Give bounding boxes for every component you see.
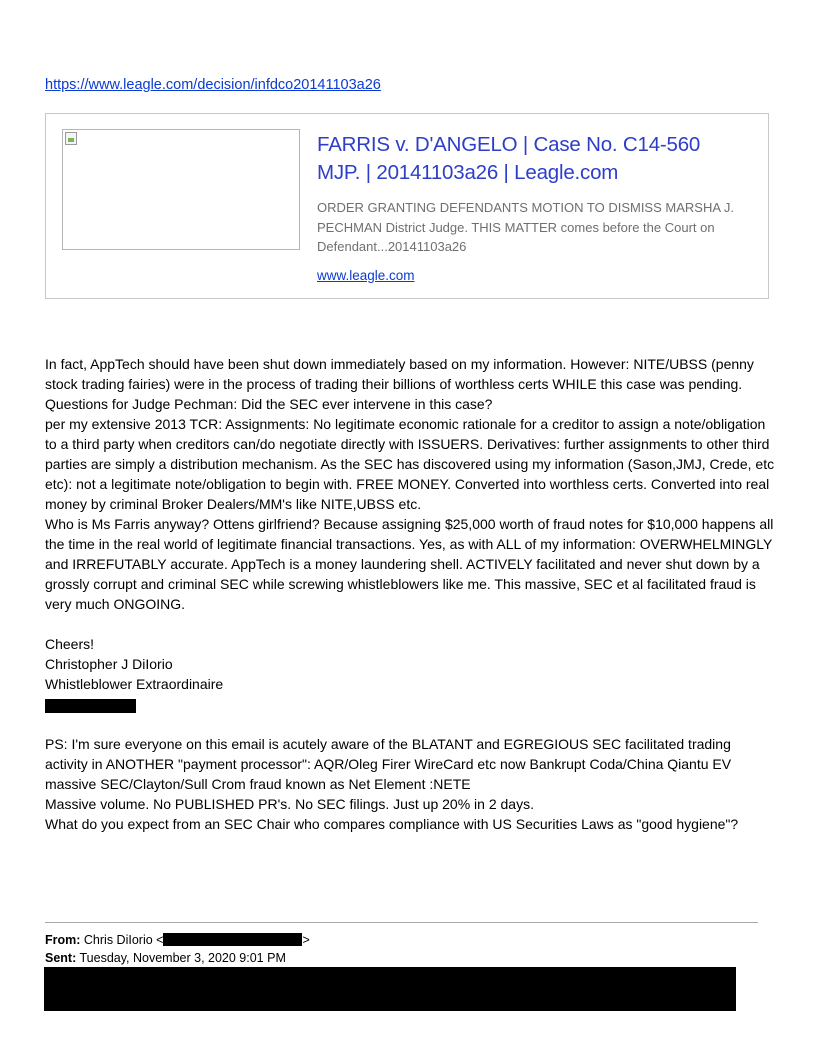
ps-paragraph-1: PS: I'm sure everyone on this email is acutely aware of the BLATANT and EGREGIOUS SEC facilitated trading activity in ANOTHER "payment processor": AQR/Oleg Firer WireCard etc now Bankrupt Coda/China Qiantu EV massive SEC/Clayton/Sull Crom fraud known as Net Element :NETE <box>45 736 732 792</box>
link-preview-card[interactable] <box>45 113 769 299</box>
from-line <box>45 932 310 948</box>
sent-value: Tuesday, November 3, 2020 9:01 PM <box>79 951 286 965</box>
signature-block <box>45 634 775 694</box>
signature-name: Christopher J DiIorio <box>45 656 173 672</box>
ps-paragraph-2: Massive volume. No PUBLISHED PR's. No SEC filings. Just up 20% in 2 days. <box>45 796 534 812</box>
body-paragraph-1: In fact, AppTech should have been shut down immediately based on my information. However: NITE/UBSS (penny stock trading fairies) were in the process of trading their billions of worthless certs WHILE this case was pending. Questions for Judge Pechman: Did the SEC ever intervene in this case? <box>45 356 754 412</box>
preview-title[interactable]: FARRIS v. D'ANGELO | Case No. C14-560 MJP. | 20141103a26 | Leagle.com <box>317 133 701 184</box>
preview-domain-link[interactable]: www.leagle.com <box>317 268 415 283</box>
sent-line <box>45 950 286 966</box>
postscript <box>45 734 775 834</box>
email-body <box>45 354 775 614</box>
header-separator <box>45 922 758 923</box>
ps-paragraph-3: What do you expect from an SEC Chair who compares compliance with US Securities Laws as "good hygiene"? <box>45 816 739 832</box>
body-paragraph-3: Who is Ms Farris anyway? Ottens girlfriend? Because assigning $25,000 worth of fraud notes for $10,000 happens all the time in the real world of legitimate financial transactions. Yes, as with ALL of my information: OVERWHELMINGLY and IRREFUTABLY accurate. AppTech is a money laundering shell. ACTIVELY facilitated and never shut down by a grossly corrupt and criminal SEC while screwing whistleblowers like me. This massive, SEC et al facilitated fraud is very much ONGOING. <box>45 516 774 612</box>
redaction-block <box>45 699 136 713</box>
from-name: Chris DiIorio < <box>83 933 164 947</box>
case-url-link[interactable]: https://www.leagle.com/decision/infdco20141103a26 <box>45 77 381 93</box>
preview-thumbnail <box>62 129 300 250</box>
body-paragraph-2: per my extensive 2013 TCR: Assignments: No legitimate economic rationale for a creditor to assign a note/obligation to a third party when creditors can/do negotiate directly with ISSUERS. Derivatives: further assignments to other third parties are simply a distribution mechanism. As the SEC has discovered using my information (Sason,JMJ, Crede, etc etc): not a legitimate note/obligation to begin with. FREE MONEY. Converted into worthless certs. Converted into real money by criminal Broker Dealers/MM's like NITE,UBSS etc. <box>45 416 775 512</box>
preview-description: ORDER GRANTING DEFENDANTS MOTION TO DISMISS MARSHA J. PECHMAN District Judge. THIS MATTER comes before the Court on Defendant...20141103a26 <box>317 200 735 254</box>
from-close-bracket: > <box>302 933 310 947</box>
from-label: From: <box>45 933 81 947</box>
signature-title: Whistleblower Extraordinaire <box>45 676 224 692</box>
broken-image-icon <box>65 132 77 145</box>
redaction-block <box>163 933 302 946</box>
sent-label: Sent: <box>45 951 77 965</box>
redaction-block <box>44 967 736 1011</box>
signature-greeting: Cheers! <box>45 636 95 652</box>
